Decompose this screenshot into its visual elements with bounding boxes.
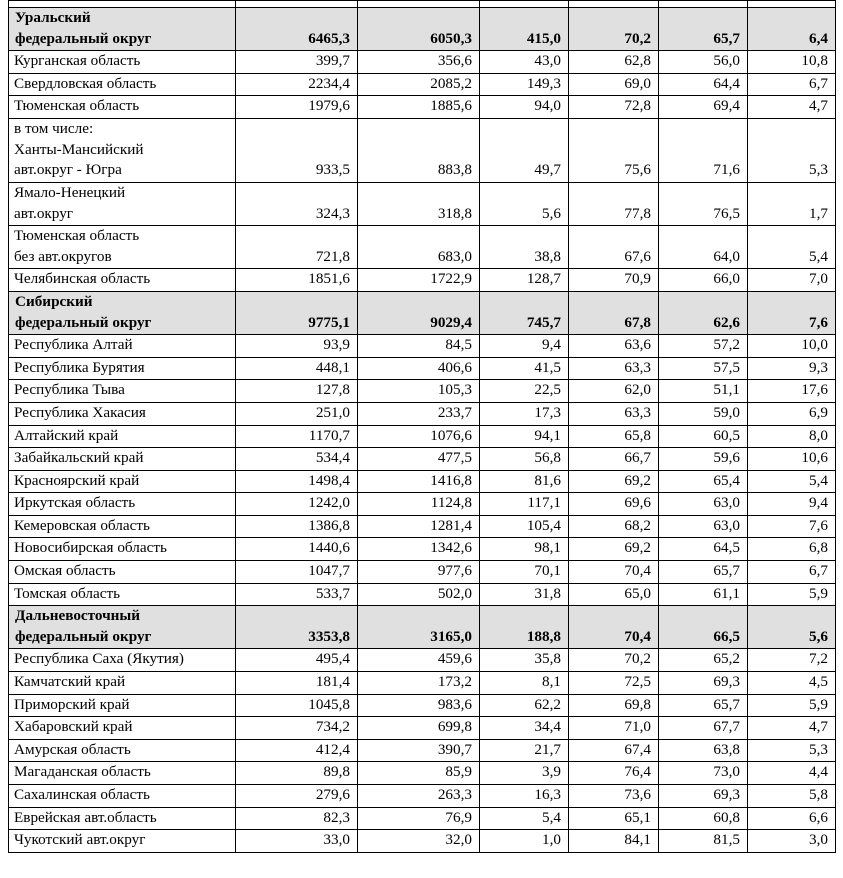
value-cell-col1: 3353,8 xyxy=(236,606,358,649)
value-cell-col5: 60,8 xyxy=(659,807,748,830)
value-cell-col6: 7,0 xyxy=(748,269,836,292)
region-name-cell: Магаданская область xyxy=(9,762,236,785)
region-name-cell: Приморский край xyxy=(9,694,236,717)
value-cell-col1: 1170,7 xyxy=(236,425,358,448)
table-row xyxy=(9,118,836,182)
value-cell-col2: 356,6 xyxy=(358,51,480,74)
value-cell-col6: 6,9 xyxy=(748,402,836,425)
value-cell-col2: 3165,0 xyxy=(358,606,480,649)
value-cell-col4: 70,2 xyxy=(569,649,659,672)
region-name-cell: Дальневосточный федеральный округ xyxy=(9,606,236,649)
value-cell-col3: 188,8 xyxy=(480,606,569,649)
region-name-cell: Тюменская область без авт.округов xyxy=(9,226,236,269)
value-cell-col4: 63,3 xyxy=(569,357,659,380)
value-cell-col2: 318,8 xyxy=(358,182,480,225)
value-cell-col6: 5,9 xyxy=(748,694,836,717)
value-cell-col6: 1,7 xyxy=(748,182,836,225)
table-row xyxy=(9,785,836,808)
value-cell-col3: 81,6 xyxy=(480,470,569,493)
value-cell-col6: 17,6 xyxy=(748,380,836,403)
value-cell-col1: 181,4 xyxy=(236,672,358,695)
value-cell-col5: 65,7 xyxy=(659,561,748,584)
value-cell-col5: 69,3 xyxy=(659,785,748,808)
value-cell-col4: 67,6 xyxy=(569,226,659,269)
value-cell-col3: 35,8 xyxy=(480,649,569,672)
table-row xyxy=(9,515,836,538)
value-cell-col6: 3,0 xyxy=(748,830,836,853)
table-row xyxy=(9,51,836,74)
table-row xyxy=(9,448,836,471)
table-row xyxy=(9,694,836,717)
value-cell-col4: 63,3 xyxy=(569,402,659,425)
table-row xyxy=(9,335,836,358)
region-name-cell: Челябинская область xyxy=(9,269,236,292)
value-cell-col1: 82,3 xyxy=(236,807,358,830)
value-cell-col4: 69,2 xyxy=(569,470,659,493)
value-cell-col1: 933,5 xyxy=(236,118,358,182)
region-name-cell: Красноярский край xyxy=(9,470,236,493)
value-cell-col4: 63,6 xyxy=(569,335,659,358)
region-name-cell: Омская область xyxy=(9,561,236,584)
value-cell-col4: 75,6 xyxy=(569,118,659,182)
value-cell-col4: 70,4 xyxy=(569,561,659,584)
table-row xyxy=(9,561,836,584)
value-cell-col2: 233,7 xyxy=(358,402,480,425)
table-row xyxy=(9,425,836,448)
value-cell-col2: 1342,6 xyxy=(358,538,480,561)
value-cell-col1: 1979,6 xyxy=(236,96,358,119)
value-cell-col2: 6050,3 xyxy=(358,8,480,51)
value-cell-col5: 63,0 xyxy=(659,515,748,538)
value-cell-col4: 62,0 xyxy=(569,380,659,403)
region-name-cell: Курганская область xyxy=(9,51,236,74)
value-cell-col5: 66,5 xyxy=(659,606,748,649)
value-cell-col3: 415,0 xyxy=(480,8,569,51)
value-cell-col1: 324,3 xyxy=(236,182,358,225)
value-cell-col5: 64,0 xyxy=(659,226,748,269)
table-row xyxy=(9,649,836,672)
value-cell-col5: 57,2 xyxy=(659,335,748,358)
value-cell-col6: 6,7 xyxy=(748,73,836,96)
value-cell-col6: 7,6 xyxy=(748,515,836,538)
value-cell-col6: 6,8 xyxy=(748,538,836,561)
value-cell-col6: 7,2 xyxy=(748,649,836,672)
value-cell-col5: 59,6 xyxy=(659,448,748,471)
value-cell-col5: 65,7 xyxy=(659,694,748,717)
value-cell-col3: 5,6 xyxy=(480,182,569,225)
value-cell-col1: 279,6 xyxy=(236,785,358,808)
value-cell-col5: 59,0 xyxy=(659,402,748,425)
value-cell-col4: 70,2 xyxy=(569,8,659,51)
region-name-cell: Сибирский федеральный округ xyxy=(9,291,236,334)
value-cell-col3: 3,9 xyxy=(480,762,569,785)
table-row xyxy=(9,538,836,561)
value-cell-col6: 5,4 xyxy=(748,470,836,493)
value-cell-col6: 5,3 xyxy=(748,739,836,762)
value-cell-col6: 4,5 xyxy=(748,672,836,695)
value-cell-col4: 65,8 xyxy=(569,425,659,448)
region-name-cell: Чукотский авт.округ xyxy=(9,830,236,853)
value-cell-col5: 65,7 xyxy=(659,8,748,51)
statistics-table xyxy=(8,0,836,853)
value-cell-col2: 263,3 xyxy=(358,785,480,808)
value-cell-col6: 5,8 xyxy=(748,785,836,808)
value-cell-col5: 69,4 xyxy=(659,96,748,119)
region-name-cell: Свердловская область xyxy=(9,73,236,96)
table-row xyxy=(9,96,836,119)
value-cell-col3: 22,5 xyxy=(480,380,569,403)
table-row xyxy=(9,717,836,740)
table-row xyxy=(9,269,836,292)
value-cell-col1: 127,8 xyxy=(236,380,358,403)
value-cell-col3: 70,1 xyxy=(480,561,569,584)
value-cell-col2: 406,6 xyxy=(358,357,480,380)
value-cell-col4: 70,9 xyxy=(569,269,659,292)
table-row xyxy=(9,830,836,853)
value-cell-col6: 10,6 xyxy=(748,448,836,471)
value-cell-col3: 16,3 xyxy=(480,785,569,808)
value-cell-col1: 33,0 xyxy=(236,830,358,853)
value-cell-col4: 69,8 xyxy=(569,694,659,717)
value-cell-col1: 495,4 xyxy=(236,649,358,672)
value-cell-col1: 412,4 xyxy=(236,739,358,762)
value-cell-col5: 61,1 xyxy=(659,583,748,606)
region-name-cell: Иркутская область xyxy=(9,493,236,516)
value-cell-col2: 76,9 xyxy=(358,807,480,830)
value-cell-col6: 5,4 xyxy=(748,226,836,269)
value-cell-col6: 8,0 xyxy=(748,425,836,448)
value-cell-col3: 149,3 xyxy=(480,73,569,96)
region-name-cell: Амурская область xyxy=(9,739,236,762)
value-cell-col2: 105,3 xyxy=(358,380,480,403)
value-cell-col2: 683,0 xyxy=(358,226,480,269)
value-cell-col2: 1416,8 xyxy=(358,470,480,493)
value-cell-col3: 98,1 xyxy=(480,538,569,561)
table-row xyxy=(9,739,836,762)
value-cell-col3: 38,8 xyxy=(480,226,569,269)
value-cell-col4: 69,2 xyxy=(569,538,659,561)
region-name-cell: Республика Саха (Якутия) xyxy=(9,649,236,672)
value-cell-col4: 70,4 xyxy=(569,606,659,649)
value-cell-col3: 17,3 xyxy=(480,402,569,425)
value-cell-col6: 9,3 xyxy=(748,357,836,380)
value-cell-col2: 699,8 xyxy=(358,717,480,740)
value-cell-col5: 66,0 xyxy=(659,269,748,292)
value-cell-col4: 67,4 xyxy=(569,739,659,762)
value-cell-col1: 1242,0 xyxy=(236,493,358,516)
region-name-cell: Республика Алтай xyxy=(9,335,236,358)
district-row xyxy=(9,291,836,334)
value-cell-col2: 502,0 xyxy=(358,583,480,606)
table-row xyxy=(9,762,836,785)
value-cell-col6: 6,7 xyxy=(748,561,836,584)
value-cell-col3: 1,0 xyxy=(480,830,569,853)
value-cell-col1: 1045,8 xyxy=(236,694,358,717)
value-cell-col5: 60,5 xyxy=(659,425,748,448)
value-cell-col1: 1851,6 xyxy=(236,269,358,292)
region-name-cell: Республика Бурятия xyxy=(9,357,236,380)
table-row xyxy=(9,807,836,830)
value-cell-col6: 5,3 xyxy=(748,118,836,182)
region-name-cell: Камчатский край xyxy=(9,672,236,695)
value-cell-col2: 477,5 xyxy=(358,448,480,471)
table-body xyxy=(9,1,836,853)
value-cell-col4: 68,2 xyxy=(569,515,659,538)
table-row xyxy=(9,402,836,425)
value-cell-col2: 1885,6 xyxy=(358,96,480,119)
value-cell-col1: 2234,4 xyxy=(236,73,358,96)
value-cell-col1: 1047,7 xyxy=(236,561,358,584)
region-name-cell: Томская область xyxy=(9,583,236,606)
value-cell-col6: 4,7 xyxy=(748,717,836,740)
value-cell-col3: 62,2 xyxy=(480,694,569,717)
value-cell-col6: 10,8 xyxy=(748,51,836,74)
region-name-cell: Новосибирская область xyxy=(9,538,236,561)
value-cell-col1: 721,8 xyxy=(236,226,358,269)
value-cell-col6: 6,6 xyxy=(748,807,836,830)
value-cell-col1: 448,1 xyxy=(236,357,358,380)
table-row xyxy=(9,672,836,695)
table-row xyxy=(9,470,836,493)
value-cell-col4: 77,8 xyxy=(569,182,659,225)
value-cell-col5: 63,0 xyxy=(659,493,748,516)
value-cell-col5: 65,4 xyxy=(659,470,748,493)
value-cell-col2: 84,5 xyxy=(358,335,480,358)
value-cell-col5: 76,5 xyxy=(659,182,748,225)
value-cell-col1: 734,2 xyxy=(236,717,358,740)
table-row xyxy=(9,182,836,225)
value-cell-col2: 173,2 xyxy=(358,672,480,695)
value-cell-col5: 64,5 xyxy=(659,538,748,561)
value-cell-col4: 73,6 xyxy=(569,785,659,808)
value-cell-col6: 4,7 xyxy=(748,96,836,119)
value-cell-col1: 1386,8 xyxy=(236,515,358,538)
region-name-cell: Тюменская область xyxy=(9,96,236,119)
value-cell-col5: 71,6 xyxy=(659,118,748,182)
value-cell-col3: 21,7 xyxy=(480,739,569,762)
value-cell-col5: 51,1 xyxy=(659,380,748,403)
value-cell-col6: 10,0 xyxy=(748,335,836,358)
value-cell-col3: 117,1 xyxy=(480,493,569,516)
value-cell-col2: 32,0 xyxy=(358,830,480,853)
value-cell-col6: 5,6 xyxy=(748,606,836,649)
value-cell-col1: 89,8 xyxy=(236,762,358,785)
value-cell-col6: 4,4 xyxy=(748,762,836,785)
value-cell-col1: 1498,4 xyxy=(236,470,358,493)
value-cell-col5: 64,4 xyxy=(659,73,748,96)
table-row xyxy=(9,583,836,606)
value-cell-col2: 1281,4 xyxy=(358,515,480,538)
region-name-cell: Ямало-Ненецкий авт.округ xyxy=(9,182,236,225)
value-cell-col1: 533,7 xyxy=(236,583,358,606)
region-name-cell: Еврейская авт.область xyxy=(9,807,236,830)
value-cell-col1: 9775,1 xyxy=(236,291,358,334)
value-cell-col5: 62,6 xyxy=(659,291,748,334)
district-row xyxy=(9,8,836,51)
district-row xyxy=(9,606,836,649)
value-cell-col3: 31,8 xyxy=(480,583,569,606)
value-cell-col3: 94,0 xyxy=(480,96,569,119)
value-cell-col4: 71,0 xyxy=(569,717,659,740)
region-name-cell: Сахалинская область xyxy=(9,785,236,808)
value-cell-col2: 1076,6 xyxy=(358,425,480,448)
region-name-cell: в том числе: Ханты-Мансийский авт.округ - Югра xyxy=(9,118,236,182)
region-name-cell: Республика Хакасия xyxy=(9,402,236,425)
value-cell-col4: 66,7 xyxy=(569,448,659,471)
table-row xyxy=(9,226,836,269)
value-cell-col5: 69,3 xyxy=(659,672,748,695)
value-cell-col5: 57,5 xyxy=(659,357,748,380)
value-cell-col4: 67,8 xyxy=(569,291,659,334)
value-cell-col4: 72,5 xyxy=(569,672,659,695)
value-cell-col2: 85,9 xyxy=(358,762,480,785)
region-name-cell: Кемеровская область xyxy=(9,515,236,538)
value-cell-col2: 977,6 xyxy=(358,561,480,584)
region-name-cell: Республика Тыва xyxy=(9,380,236,403)
value-cell-col5: 67,7 xyxy=(659,717,748,740)
value-cell-col3: 8,1 xyxy=(480,672,569,695)
value-cell-col5: 65,2 xyxy=(659,649,748,672)
value-cell-col6: 5,9 xyxy=(748,583,836,606)
region-name-cell: Забайкальский край xyxy=(9,448,236,471)
value-cell-col4: 65,1 xyxy=(569,807,659,830)
value-cell-col3: 49,7 xyxy=(480,118,569,182)
value-cell-col5: 63,8 xyxy=(659,739,748,762)
value-cell-col2: 1124,8 xyxy=(358,493,480,516)
value-cell-col4: 72,8 xyxy=(569,96,659,119)
value-cell-col2: 883,8 xyxy=(358,118,480,182)
value-cell-col4: 84,1 xyxy=(569,830,659,853)
value-cell-col1: 251,0 xyxy=(236,402,358,425)
value-cell-col1: 399,7 xyxy=(236,51,358,74)
table-header-remnant xyxy=(9,1,836,8)
value-cell-col4: 65,0 xyxy=(569,583,659,606)
region-name-cell: Уральский федеральный округ xyxy=(9,8,236,51)
value-cell-col3: 43,0 xyxy=(480,51,569,74)
value-cell-col4: 69,6 xyxy=(569,493,659,516)
value-cell-col6: 6,4 xyxy=(748,8,836,51)
value-cell-col3: 41,5 xyxy=(480,357,569,380)
value-cell-col3: 56,8 xyxy=(480,448,569,471)
value-cell-col2: 390,7 xyxy=(358,739,480,762)
value-cell-col1: 534,4 xyxy=(236,448,358,471)
value-cell-col1: 93,9 xyxy=(236,335,358,358)
value-cell-col2: 9029,4 xyxy=(358,291,480,334)
value-cell-col5: 73,0 xyxy=(659,762,748,785)
value-cell-col4: 69,0 xyxy=(569,73,659,96)
table-row xyxy=(9,380,836,403)
value-cell-col3: 745,7 xyxy=(480,291,569,334)
value-cell-col2: 459,6 xyxy=(358,649,480,672)
value-cell-col2: 983,6 xyxy=(358,694,480,717)
table-row xyxy=(9,493,836,516)
value-cell-col4: 76,4 xyxy=(569,762,659,785)
value-cell-col4: 62,8 xyxy=(569,51,659,74)
value-cell-col2: 1722,9 xyxy=(358,269,480,292)
value-cell-col2: 2085,2 xyxy=(358,73,480,96)
region-name-cell: Хабаровский край xyxy=(9,717,236,740)
value-cell-col3: 94,1 xyxy=(480,425,569,448)
value-cell-col3: 34,4 xyxy=(480,717,569,740)
region-name-cell: Алтайский край xyxy=(9,425,236,448)
value-cell-col6: 7,6 xyxy=(748,291,836,334)
value-cell-col3: 5,4 xyxy=(480,807,569,830)
value-cell-col3: 128,7 xyxy=(480,269,569,292)
value-cell-col1: 1440,6 xyxy=(236,538,358,561)
value-cell-col1: 6465,3 xyxy=(236,8,358,51)
value-cell-col5: 56,0 xyxy=(659,51,748,74)
value-cell-col3: 9,4 xyxy=(480,335,569,358)
value-cell-col5: 81,5 xyxy=(659,830,748,853)
table-row xyxy=(9,357,836,380)
value-cell-col6: 9,4 xyxy=(748,493,836,516)
table-row xyxy=(9,73,836,96)
value-cell-col3: 105,4 xyxy=(480,515,569,538)
